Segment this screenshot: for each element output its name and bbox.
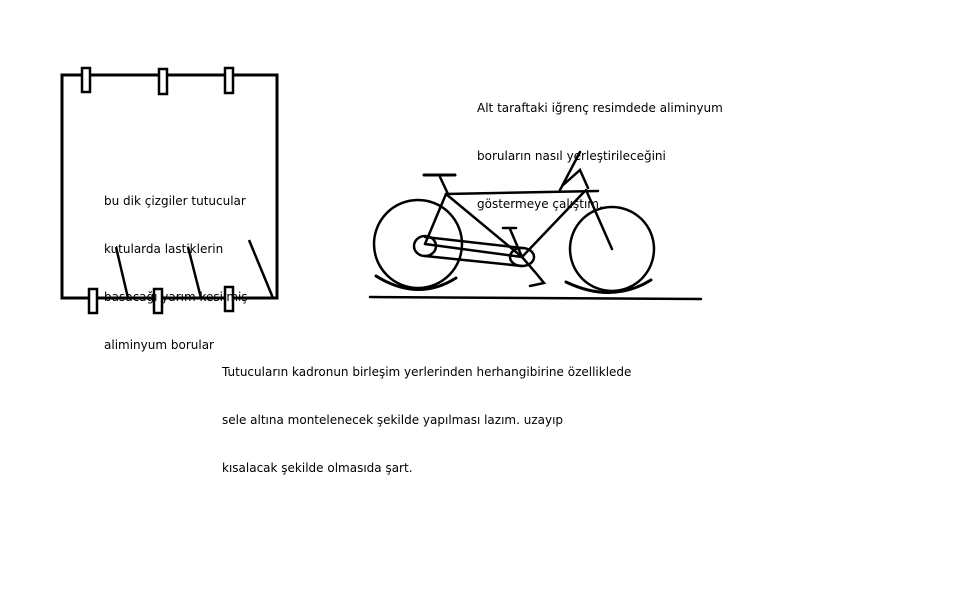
top-clip: [159, 69, 167, 94]
bottom-clip: [89, 289, 97, 313]
top-clip: [82, 68, 90, 92]
top-note-line: boruların nasıl yerleştirileceğini: [477, 149, 666, 163]
top-note-line: göstermeye çalıştım.: [477, 197, 603, 211]
box-note-line: bu dik çizgiler tutucular: [104, 194, 246, 208]
bottom-note-line: kısalacak şekilde olmasıda şart.: [222, 461, 413, 475]
bottom-note: [222, 332, 631, 492]
top-clip: [225, 68, 233, 93]
box-note-line: kutularda lastiklerin: [104, 242, 224, 256]
box-note-line: aliminyum borular: [104, 338, 214, 352]
bottom-note-line: Tutucuların kadronun birleşim yerlerinden herhangibirine özelliklede: [222, 365, 632, 379]
top-note-line: Alt taraftaki iğrenç resimdede aliminyum: [477, 101, 723, 115]
box-note-line: basacağı yarım kesilmiş: [104, 290, 248, 304]
bottom-note-line: sele altına montelenecek şekilde yapılması lazım. uzayıp: [222, 413, 564, 427]
top-note: [477, 68, 723, 228]
